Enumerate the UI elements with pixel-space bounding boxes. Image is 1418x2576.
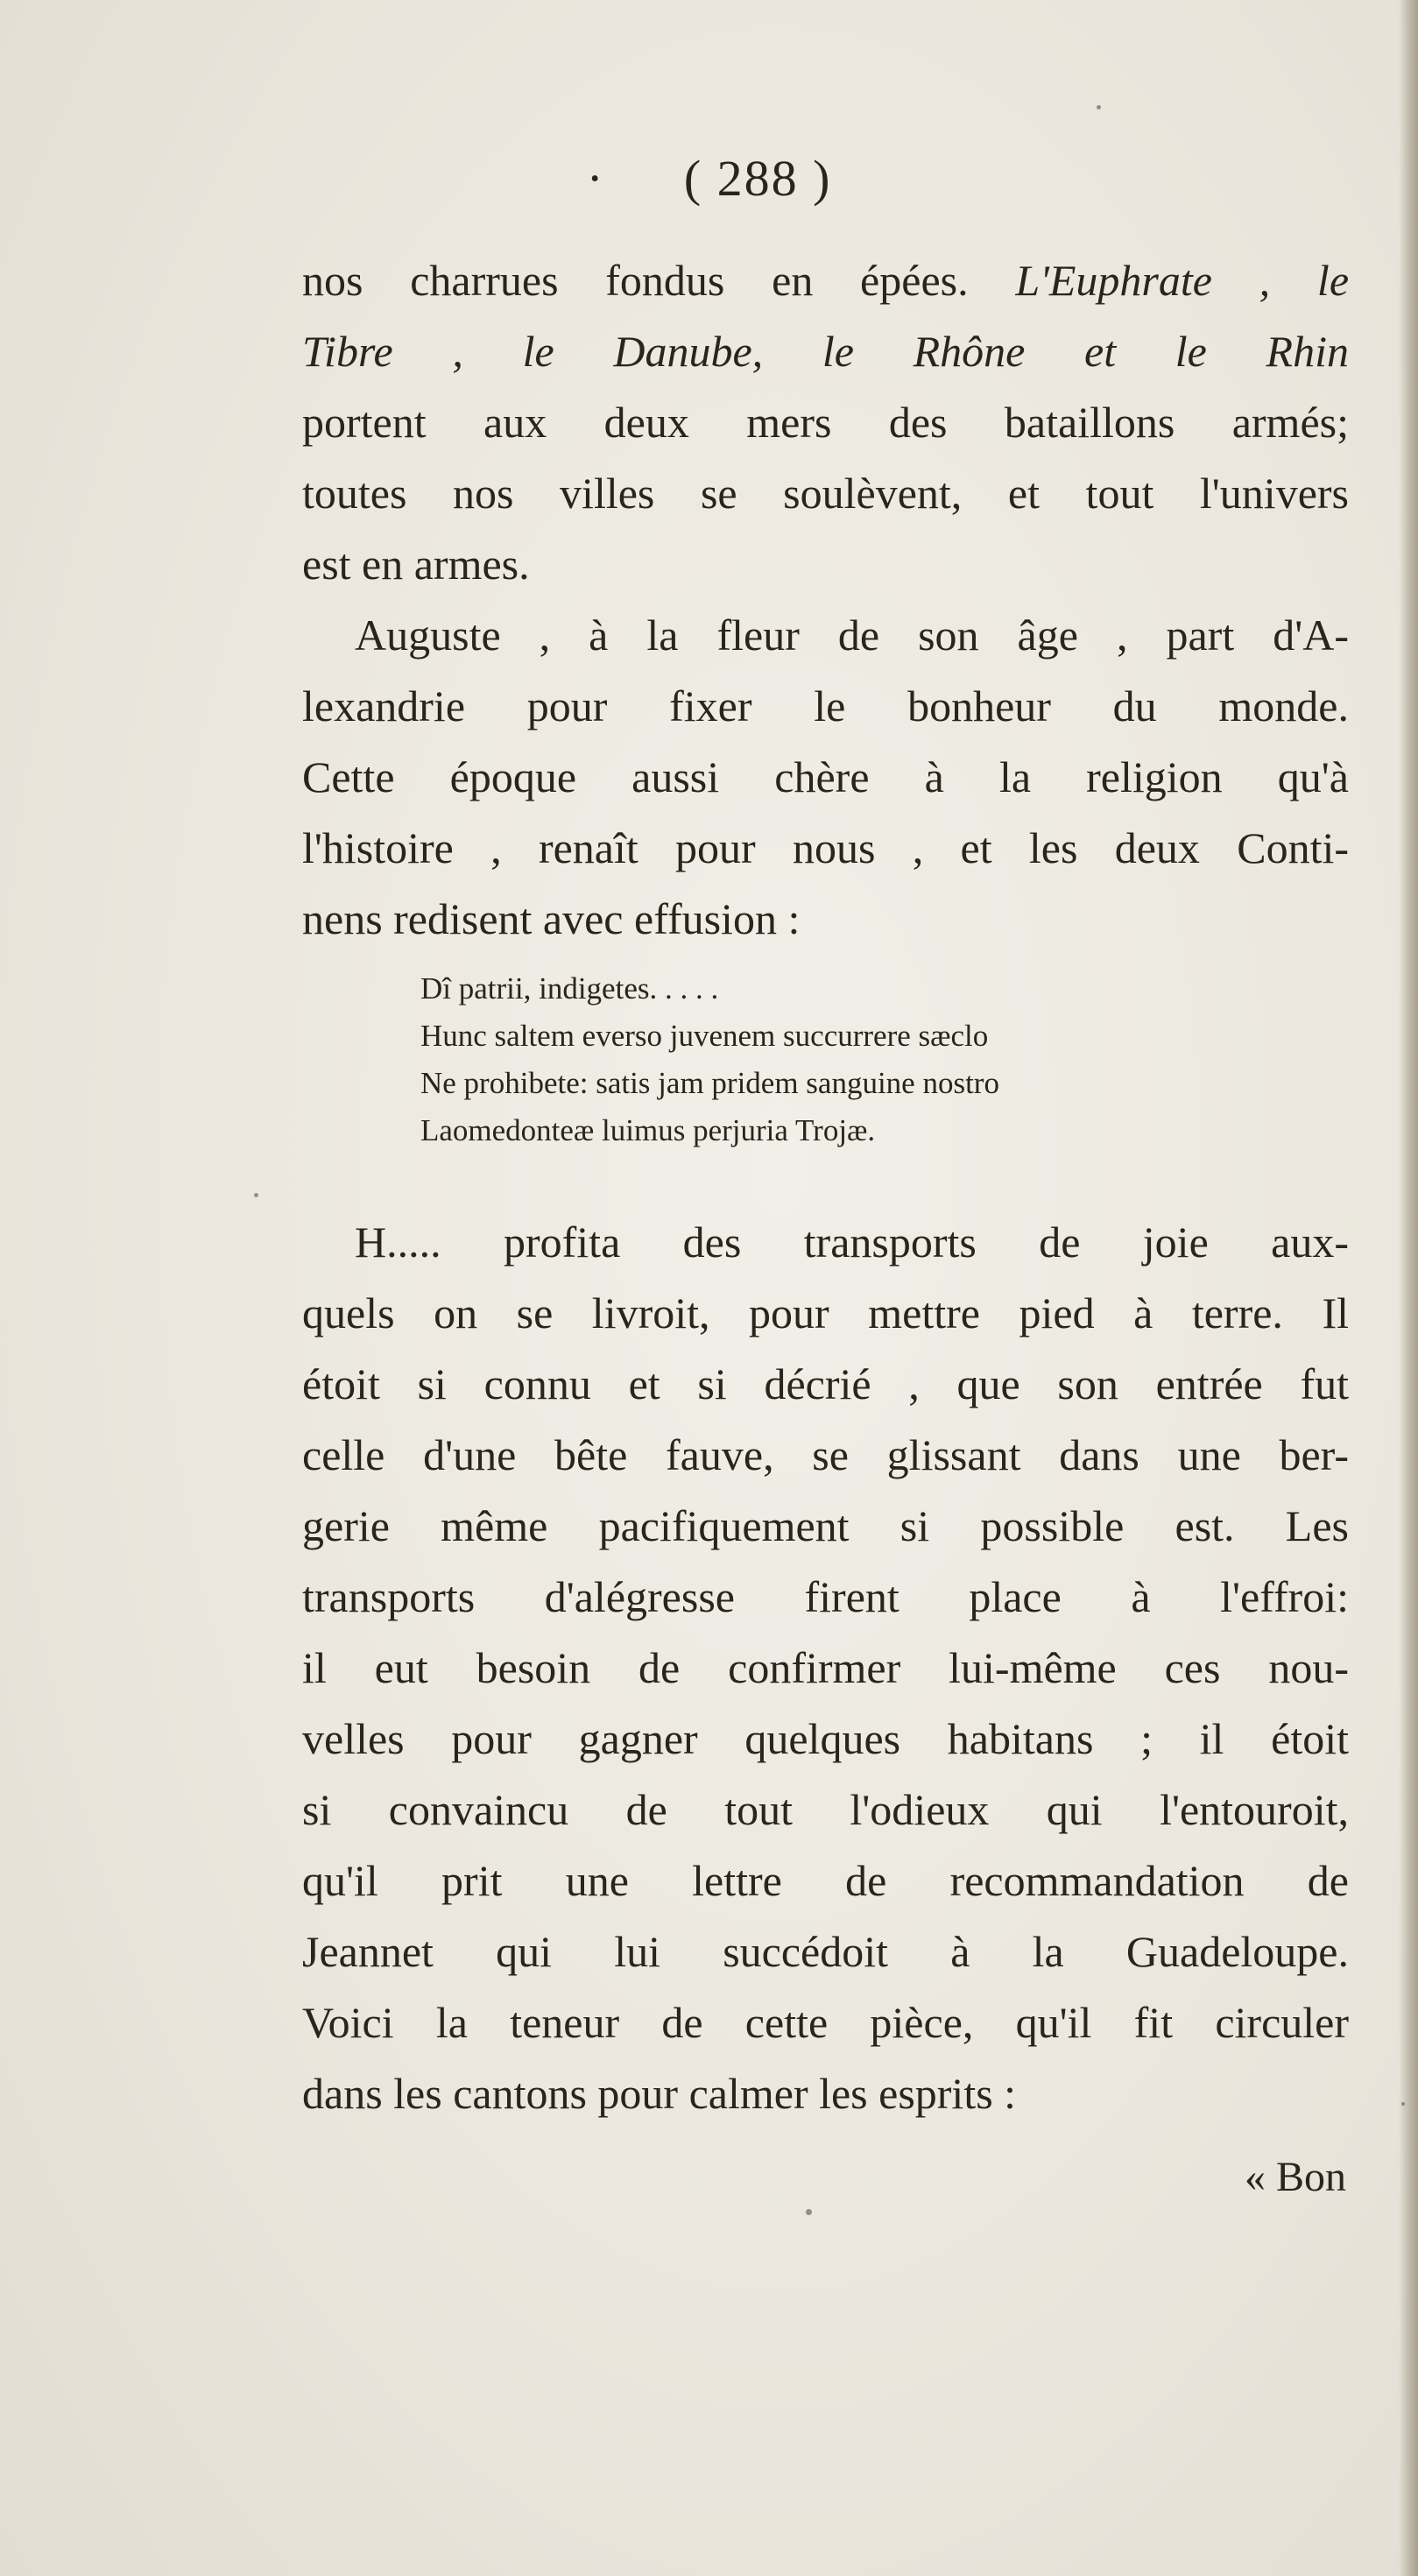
text-line: portent aux deux mers des bataillons armés; [302,398,1349,447]
text-line: lexandrie pour fixer le bonheur du monde. [302,681,1349,730]
text-line: est en armes. [302,540,530,589]
verse-line: Ne prohibete: satis jam pridem sanguine nostro [420,1066,999,1100]
verse-line: Hunc saltem everso juvenem succurrere sæclo [420,1019,989,1053]
text-line: dans les cantons pour calmer les esprits : [302,2069,1017,2118]
text-line: Voici la teneur de cette pièce, qu'il fit circuler [302,1998,1349,2047]
text-line: il eut besoin de confirmer lui-même ces nou- [302,1643,1349,1692]
page-lead-dot: · [586,150,605,207]
text-line: étoit si connu et si décrié , que son entrée fut [302,1359,1349,1408]
text-line: H..... profita des transports de joie aux- [355,1217,1349,1267]
text-segment: nos charrues fondus en épées. [302,256,969,305]
text-line: quels on se livroit, pour mettre pied à terre. Il [302,1288,1349,1337]
text-line: Auguste , à la fleur de son âge , part d'A- [355,610,1349,660]
text-line-italic: Tibre , le Danube, le Rhône et le Rhin [302,327,1349,376]
text-line: velles pour gagner quelques habitans ; il étoit [302,1714,1349,1763]
verse-quote [420,965,1261,1154]
page-number-text: ( 288 ) [683,150,832,207]
text-line: nens redisent avec effusion : [302,894,801,943]
page-edge-shadow [1399,0,1418,2576]
text-line: gerie même pacifiquement si possible est. Les [302,1501,1349,1550]
text-line: si convaincu de tout l'odieux qui l'entouroit, [302,1785,1349,1834]
text-line: toutes nos villes se soulèvent, et tout l'univers [302,469,1349,518]
text-line: qu'il prit une lettre de recommandation de [302,1856,1349,1905]
paper-speck [254,1193,258,1197]
paper-speck [1097,105,1101,109]
catchword: « Bon [1244,2154,1346,2200]
text-line [302,245,1349,316]
verse-line: Dî patrii, indigetes. . . . . [420,971,719,1006]
text-line: Jeannet qui lui succédoit à la Guadeloupe. [302,1927,1349,1976]
page-number [0,149,1418,208]
text-block-top [302,245,1349,955]
text-line: transports d'alégresse firent place à l'effroi: [302,1572,1349,1621]
text-block-bottom [302,1207,1349,2129]
paper-speck [806,2209,812,2215]
paper-speck [1401,2102,1405,2106]
verse-line: Laomedonteæ luimus perjuria Trojæ. [420,1113,876,1147]
text-line: celle d'une bête fauve, se glissant dans une ber- [302,1430,1349,1479]
text-segment-italic: L'Euphrate , le [1015,256,1349,305]
text-line: Cette époque aussi chère à la religion qu'à [302,752,1349,801]
text-line: l'histoire , renaît pour nous , et les deux Conti- [302,823,1349,872]
